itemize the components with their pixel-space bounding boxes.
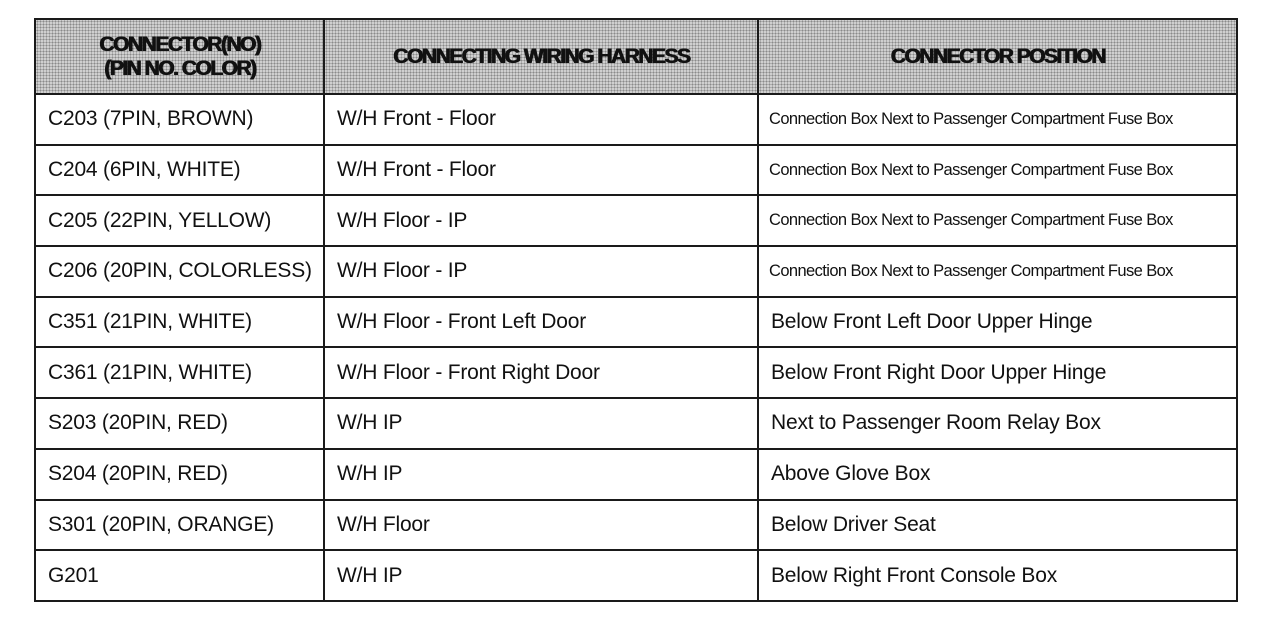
- cell-harness: W/H Floor - Front Left Door: [324, 297, 758, 348]
- cell-position: Below Driver Seat: [758, 500, 1237, 551]
- table-row: [35, 145, 1237, 196]
- cell-harness: W/H IP: [324, 398, 758, 449]
- header-harness: CONNECTING WIRING HARNESS: [324, 19, 758, 94]
- cell-connector: C205 (22PIN, YELLOW): [35, 195, 324, 246]
- cell-harness: W/H Front - Floor: [324, 94, 758, 145]
- table-row: [35, 297, 1237, 348]
- cell-position: Next to Passenger Room Relay Box: [758, 398, 1237, 449]
- cell-harness: W/H IP: [324, 449, 758, 500]
- cell-harness: W/H Floor - IP: [324, 246, 758, 297]
- header-connector-line1: CONNECTOR(NO): [99, 32, 260, 56]
- cell-position: Connection Box Next to Passenger Compartment Fuse Box: [758, 195, 1237, 246]
- cell-connector: C351 (21PIN, WHITE): [35, 297, 324, 348]
- cell-position: Below Right Front Console Box: [758, 550, 1237, 601]
- cell-position: Connection Box Next to Passenger Compartment Fuse Box: [758, 94, 1237, 145]
- connector-table: [34, 18, 1238, 602]
- cell-connector: C206 (20PIN, COLORLESS): [35, 246, 324, 297]
- table-row: [35, 347, 1237, 398]
- cell-connector: S203 (20PIN, RED): [35, 398, 324, 449]
- header-row: [35, 19, 1237, 94]
- cell-position: Above Glove Box: [758, 449, 1237, 500]
- table-row: [35, 500, 1237, 551]
- header-connector: [35, 19, 324, 94]
- cell-connector: G201: [35, 550, 324, 601]
- cell-harness: W/H Front - Floor: [324, 145, 758, 196]
- table-row: [35, 550, 1237, 601]
- cell-position: Below Front Right Door Upper Hinge: [758, 347, 1237, 398]
- table-row: [35, 449, 1237, 500]
- cell-connector: C361 (21PIN, WHITE): [35, 347, 324, 398]
- table-body: [35, 94, 1237, 601]
- table-row: [35, 398, 1237, 449]
- cell-connector: C204 (6PIN, WHITE): [35, 145, 324, 196]
- table-header: [35, 19, 1237, 94]
- cell-connector: C203 (7PIN, BROWN): [35, 94, 324, 145]
- table-row: [35, 94, 1237, 145]
- cell-position: Connection Box Next to Passenger Compartment Fuse Box: [758, 145, 1237, 196]
- cell-position: Below Front Left Door Upper Hinge: [758, 297, 1237, 348]
- cell-harness: W/H Floor: [324, 500, 758, 551]
- cell-connector: S301 (20PIN, ORANGE): [35, 500, 324, 551]
- cell-harness: W/H Floor - Front Right Door: [324, 347, 758, 398]
- cell-harness: W/H Floor - IP: [324, 195, 758, 246]
- header-connector-line2: (PIN NO. COLOR): [103, 56, 256, 80]
- table-row: [35, 195, 1237, 246]
- cell-position: Connection Box Next to Passenger Compartment Fuse Box: [758, 246, 1237, 297]
- cell-connector: S204 (20PIN, RED): [35, 449, 324, 500]
- table-row: [35, 246, 1237, 297]
- cell-harness: W/H IP: [324, 550, 758, 601]
- header-position: CONNECTOR POSITION: [758, 19, 1237, 94]
- connector-table-container: [34, 18, 1236, 602]
